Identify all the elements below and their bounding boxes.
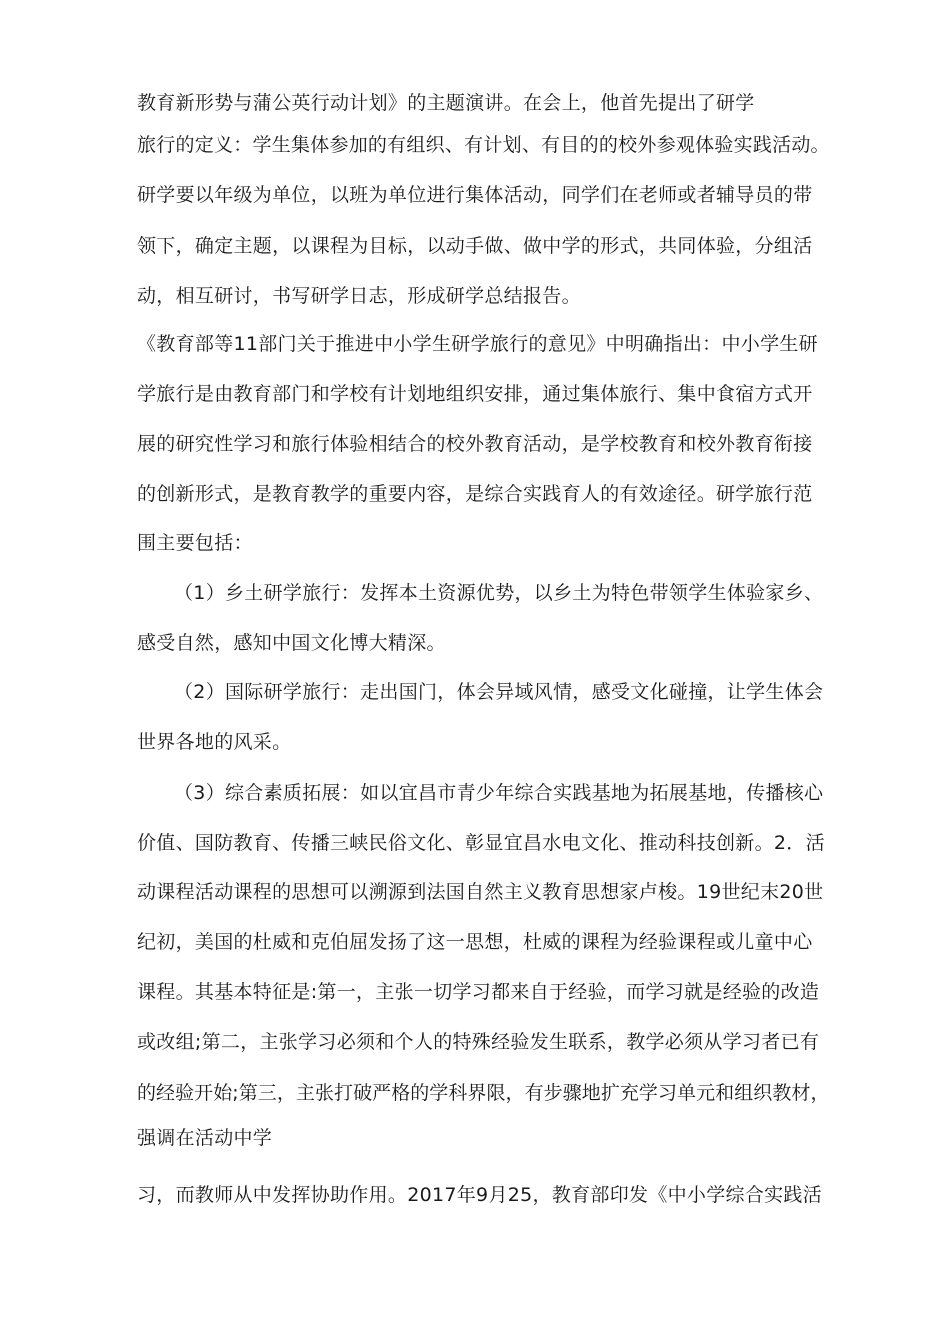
text-line: 教育新形势与蒲公英行动计划》的主题演讲。在会上，他首先提出了研学 [137,92,755,114]
text-line: 围主要包括： [137,532,253,554]
text-line: 价值、国防教育、传播三峡民俗文化、彰显宜昌水电文化、推动科技创新。2．活 [137,832,825,854]
text-line: 课程。其基本特征是:第一，主张一切学习都来自于经验，而学习就是经验的改造 [137,981,820,1003]
text-line: 领下，确定主题，以课程为目标，以动手做、做中学的形式，共同体验，分组活 [137,235,813,257]
text-line: 的经验开始;第三，主张打破严格的学科界限，有步骤地扩充学习单元和组织教材， [137,1082,830,1104]
text-line: 感受自然，感知中国文化博大精深。 [137,632,446,654]
text-line: 习，而教师从中发挥协助作用。2017年9月25，教育部印发《中小学综合实践活 [137,1184,823,1206]
list-item-line: （3）综合素质拓展：如以宜昌市青少年综合实践基地为拓展基地，传播核心 [174,782,824,804]
text-line: 旅行的定义：学生集体参加的有组织、有计划、有目的的校外参观体验实践活动。 [137,134,830,156]
list-item-line: （2）国际研学旅行：走出国门，体会异域风情，感受文化碰撞，让学生体会 [174,681,824,703]
text-line: 动课程活动课程的思想可以溯源到法国自然主义教育思想家卢梭。19世纪末20世 [137,881,824,903]
text-line: 展的研究性学习和旅行体验相结合的校外教育活动，是学校教育和校外教育衔接 [137,433,813,455]
text-line: 学旅行是由教育部门和学校有计划地组织安排，通过集体旅行、集中食宿方式开 [137,383,813,405]
text-line: 的创新形式，是教育教学的重要内容，是综合实践育人的有效途径。研学旅行范 [137,483,813,505]
text-line: 世界各地的风采。 [137,731,292,753]
text-line: 强调在活动中学 [137,1127,273,1149]
text-line: 或改组;第二，主张学习必须和个人的特殊经验发生联系，教学必须从学习者已有 [137,1031,820,1053]
text-line: 动，相互研讨，书写研学日志，形成研学总结报告。 [137,285,581,307]
text-line: 《教育部等11部门关于推进中小学生研学旅行的意见》中明确指出：中小学生研 [137,333,818,355]
list-item-line: （1）乡土研学旅行：发挥本土资源优势，以乡土为特色带领学生体验家乡、 [174,582,824,604]
text-line: 纪初，美国的杜威和克伯屈发扬了这一思想，杜威的课程为经验课程或儿童中心 [137,931,813,953]
text-line: 研学要以年级为单位，以班为单位进行集体活动，同学们在老师或者辅导员的带 [137,184,813,206]
